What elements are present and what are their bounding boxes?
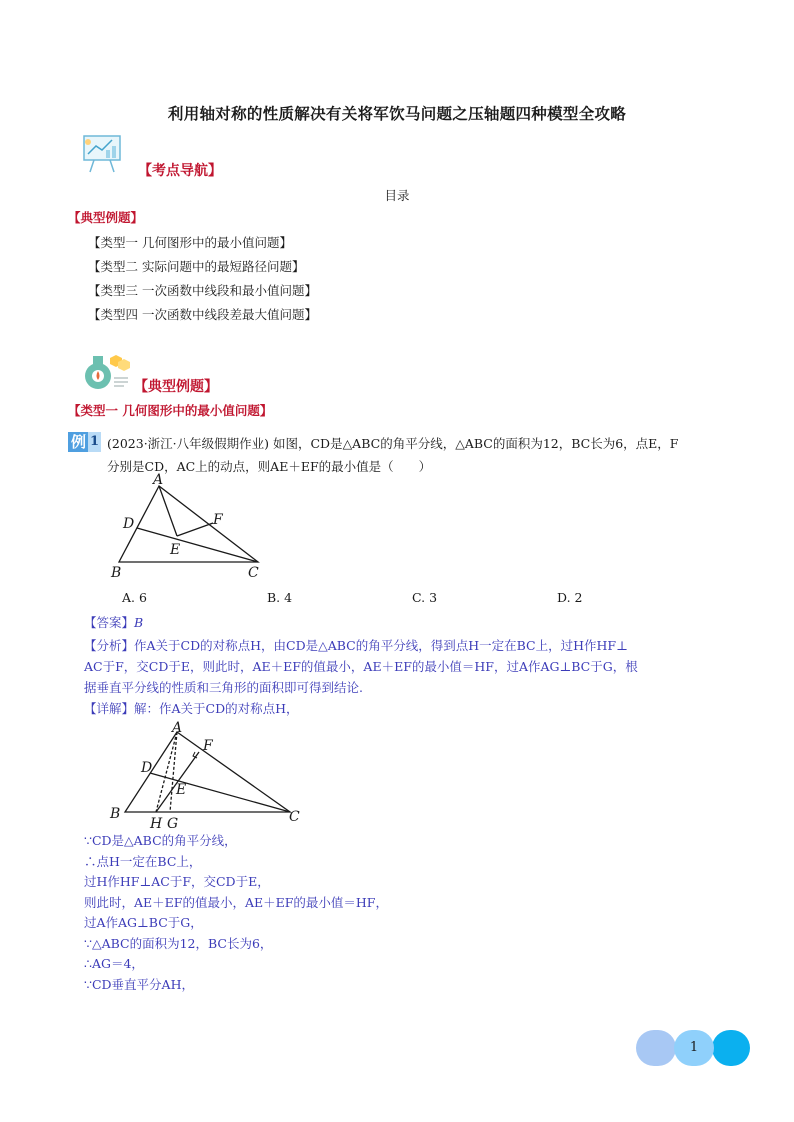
figure-label: D — [123, 516, 135, 532]
figure-label: F — [213, 512, 223, 528]
answer-tag: 【答案】 — [84, 615, 135, 630]
example-badge: 例 — [68, 432, 89, 452]
toc-item[interactable]: 【类型一 几何图形中的最小值问题】 — [88, 235, 292, 250]
flask-icon — [80, 352, 132, 392]
triangle-figure-2 — [104, 720, 314, 832]
analysis-line: 作A关于CD的对称点H，由CD是△ABC的角平分线，得到点H一定在BC上，过H作HF⊥ — [134, 638, 628, 653]
answer-options — [122, 590, 702, 605]
question-line: (2023·浙江·八年级假期作业) 如图，CD是△ABC的角平分线，△ABC的面积为12，BC长为6，点E，F — [107, 436, 679, 451]
analysis-tag: 【分析】 — [84, 638, 135, 653]
toc-heading: 【典型例题】 — [68, 210, 144, 225]
figure-label: H — [150, 816, 163, 832]
option-a[interactable]: A. 6 — [122, 590, 147, 605]
figure-label: C — [289, 809, 300, 825]
option-d[interactable]: D. 2 — [557, 590, 583, 605]
solution-steps — [84, 831, 388, 995]
detail-tag: 【详解】 — [84, 701, 135, 716]
toc-item[interactable]: 【类型二 实际问题中的最短路径问题】 — [88, 259, 305, 274]
type1-heading: 【类型一 几何图形中的最小值问题】 — [68, 403, 273, 418]
page-title: 利用轴对称的性质解决有关将军饮马问题之压轴题四种模型全攻略 — [167, 104, 627, 123]
solution-step: ∴点H一定在BC上， — [84, 853, 202, 869]
solution-step: 则此时，AE＋EF的值最小，AE＋EF的最小值＝HF， — [84, 894, 388, 910]
nav-heading: 【考点导航】 — [138, 163, 222, 179]
figure-label: F — [203, 738, 213, 754]
detail-line — [84, 698, 734, 719]
figure-label: D — [141, 760, 153, 776]
pager-decoration-right — [712, 1030, 750, 1066]
question-line: 分别是CD，AC上的动点，则AE＋EF的最小值是（ ） — [107, 459, 432, 474]
figure-label: A — [153, 472, 164, 488]
analysis-line: AC于F，交CD于E，则此时，AE＋EF的值最小，AE＋EF的最小值＝HF，过A作AG⊥BC于G，根 — [84, 659, 638, 674]
figure-label: A — [172, 720, 183, 736]
solution-step: ∴AG＝4， — [84, 956, 144, 971]
solution-step: 过H作HF⊥AC于F，交CD于E， — [84, 874, 270, 889]
figure-label: E — [170, 542, 181, 558]
analysis-line: 据垂直平分线的性质和三角形的面积即可得到结论. — [84, 680, 363, 695]
toc-title: 目录 — [384, 188, 410, 203]
figure-label: C — [248, 565, 259, 581]
figure-label: G — [167, 816, 179, 832]
solution-step: ∵CD垂直平分AH， — [84, 976, 194, 992]
solution-step: ∵△ABC的面积为12，BC长为6， — [84, 935, 273, 951]
option-b[interactable]: B. 4 — [267, 590, 293, 605]
page-number: 1 — [689, 1040, 699, 1055]
toc-item[interactable]: 【类型三 一次函数中线段和最小值问题】 — [88, 283, 317, 298]
solution-step: 过A作AG⊥BC于G， — [84, 915, 203, 930]
option-c[interactable]: C. 3 — [412, 590, 438, 605]
answer-value: B — [134, 615, 144, 630]
solution-step: ∵CD是△ABC的角平分线， — [84, 833, 237, 848]
figure-label: B — [110, 806, 121, 822]
triangle-figure-1 — [100, 470, 280, 585]
answer-line — [84, 612, 734, 633]
examples-heading: 【典型例题】 — [134, 379, 218, 395]
detail-intro: 解：作A关于CD的对称点H， — [134, 701, 299, 716]
toc-item[interactable]: 【类型四 一次函数中线段差最大值问题】 — [88, 307, 317, 322]
pager-decoration-left — [636, 1030, 676, 1066]
figure-label: B — [111, 565, 122, 581]
presentation-board-icon — [80, 132, 126, 174]
figure-label: E — [176, 782, 187, 798]
analysis-block — [84, 635, 734, 698]
example-number: 1 — [88, 432, 101, 452]
